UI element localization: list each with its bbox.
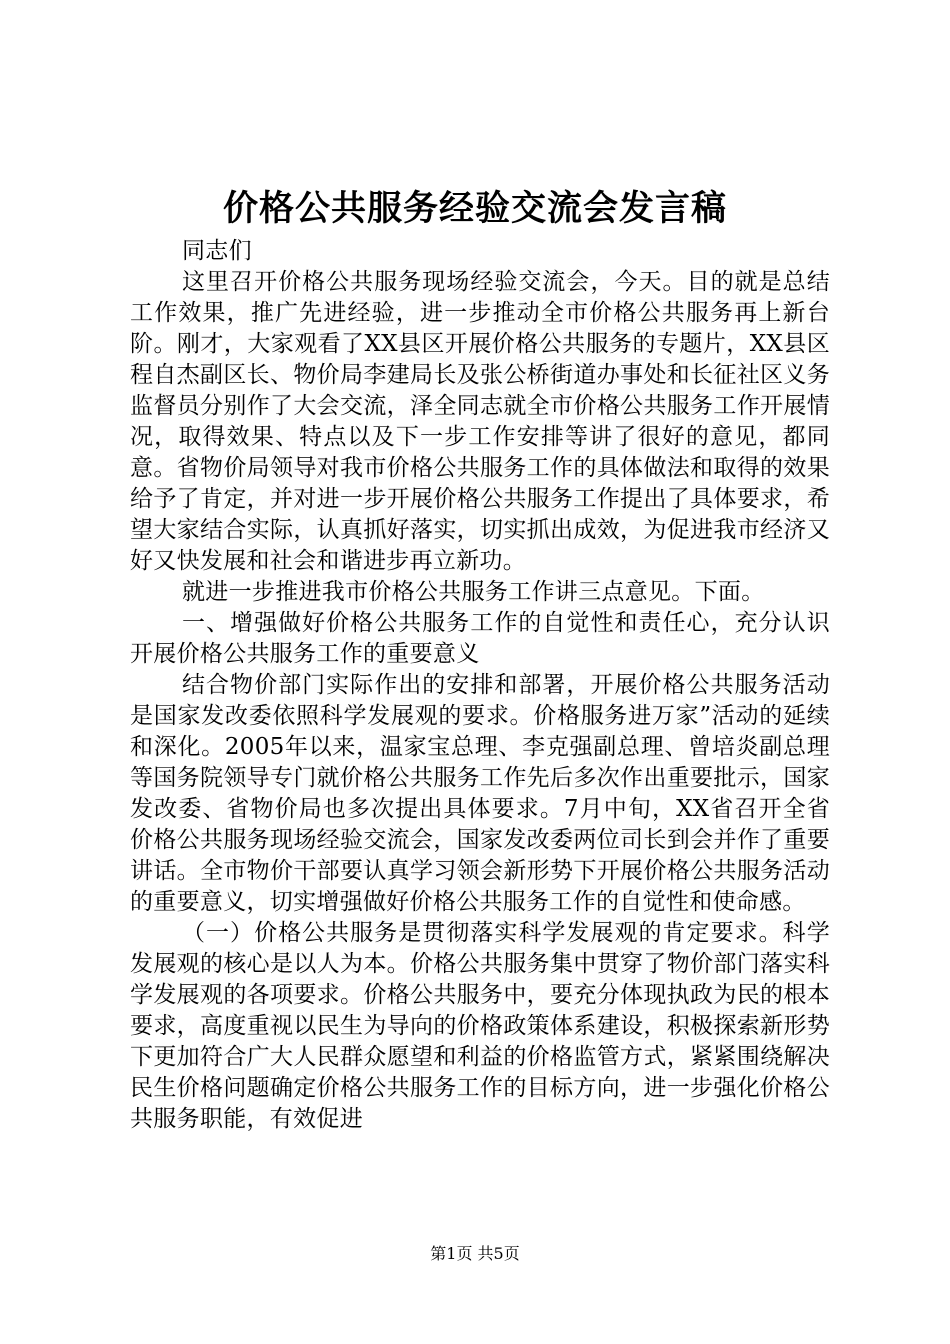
subsection-1-paragraph: （一）价格公共服务是贯彻落实科学发展观的肯定要求。科学发展观的核心是以人为本。价格公共服务集中贯穿了物价部门落实科学发展观的各项要求。价格公共服务中，要充分体现执政为民的根本要求，高度重视以民生为导向的价格政策体系建设，积极探索新形势下更加符合广大人民群众愿望和利益的价格监管方式，紧紧围绕解决民生价格问题确定价格公共服务工作的目标方向，进一步强化价格公共服务职能，有效促进 bbox=[130, 920, 830, 1132]
section-heading-1: 一、增强做好价格公共服务工作的自觉性和责任心，充分认识开展价格公共服务工作的重要意义 bbox=[130, 610, 830, 667]
intro-paragraph: 这里召开价格公共服务现场经验交流会，今天。目的就是总结工作效果，推广先进经验，进一步推动全市价格公共服务再上新台阶。刚才，大家观看了XX县区开展价格公共服务的专题片，XX县区程自杰副区长、物价局李建局长及张公桥街道办事处和长征社区义务监督员分别作了大会交流，泽全同志就全市价格公共服务工作开展情况，取得效果、特点以及下一步工作安排等讲了很好的意见，都同意。省物价局领导对我市价格公共服务工作的具体做法和取得的效果给予了肯定，并对进一步开展价格公共服务工作提出了具体要求，希望大家结合实际，认真抓好落实，切实抓出成效，为促进我市经济又好又快发展和社会和谐进步再立新功。 bbox=[130, 269, 830, 574]
page-number-footer: 第1页 共5页 bbox=[430, 1244, 520, 1263]
document-title: 价格公共服务经验交流会发言稿 bbox=[222, 188, 727, 229]
section-1-paragraph: 结合物价部门实际作出的安排和部署，开展价格公共服务活动是国家发改委依照科学发展观的要求。价格服务进万家”活动的延续和深化。2005年以来，温家宝总理、李克强副总理、曾培炎副总理等国务院领导专门就价格公共服务工作先后多次作出重要批示，国家发改委、省物价局也多次提出具体要求。7月中旬，XX省召开全省价格公共服务现场经验交流会，国家发改委两位司长到会并作了重要讲话。全市物价干部要认真学习领会新形势下开展价格公共服务活动的重要意义，切实增强做好价格公共服务工作的自觉性和使命感。 bbox=[130, 672, 830, 915]
document-body bbox=[130, 236, 830, 1135]
transition-paragraph: 就进一步推进我市价格公共服务工作讲三点意见。下面。 bbox=[182, 579, 765, 605]
salutation-paragraph: 同志们 bbox=[182, 238, 252, 264]
